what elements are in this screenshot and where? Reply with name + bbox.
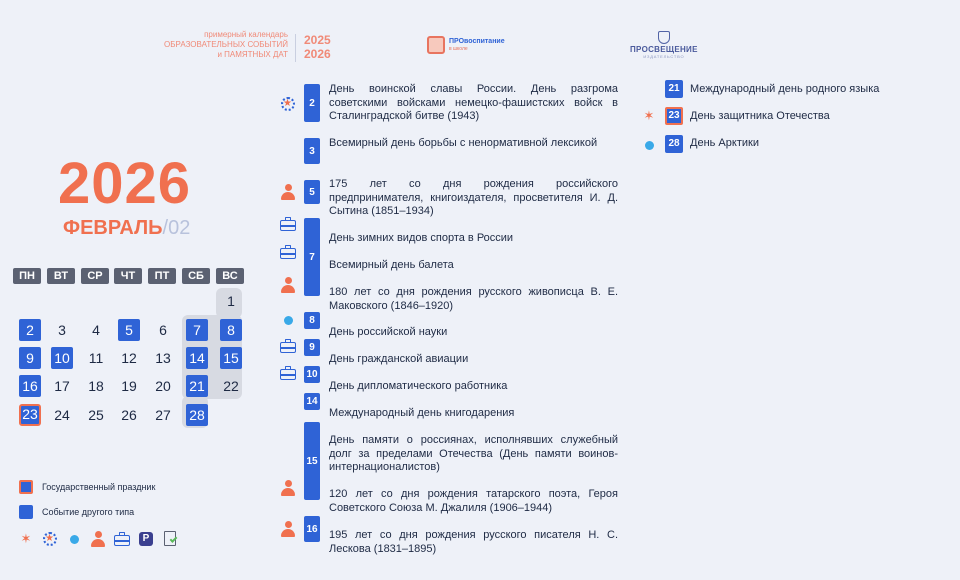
- calendar-month: [63, 217, 190, 240]
- prosveshchenie-logo-subtext: ИЗДАТЕЛЬСТВО: [643, 54, 685, 59]
- year-end: 2026: [304, 47, 331, 61]
- calendar-day-event: 15: [220, 347, 242, 369]
- document-check-icon: [162, 531, 178, 547]
- weekday-fri: ПТ: [148, 268, 176, 284]
- calendar-day: 22: [223, 378, 239, 394]
- event-day-badge: 2: [304, 84, 320, 122]
- calendar-day: 18: [88, 378, 104, 394]
- subtitle-line: ОБРАЗОВАТЕЛЬНЫХ СОБЫТИЙ: [164, 40, 288, 49]
- weekday-tue: ВТ: [47, 268, 75, 284]
- month-name: ФЕВРАЛЬ: [63, 217, 163, 239]
- calendar-day-event: 8: [220, 319, 242, 341]
- calendar-day: 26: [121, 407, 137, 423]
- briefcase-icon: [280, 338, 296, 354]
- other-event-swatch: [19, 505, 33, 519]
- event-text: День дипломатического работника: [329, 380, 508, 392]
- fireworks-icon: ✶: [20, 531, 32, 546]
- pro-logo-subtext: в школе: [449, 46, 468, 52]
- event-text: День воинской славы России. День разгрома советскими войсками немецко-фашистских войск в Сталинградской битве (1943): [329, 83, 618, 122]
- person-icon: [280, 480, 296, 496]
- event-day-badge: 5: [304, 180, 320, 204]
- dot-icon: [66, 531, 82, 547]
- event-text: Всемирный день борьбы с ненормативной лексикой: [329, 137, 598, 149]
- calendar-day-event: 5: [118, 319, 140, 341]
- briefcase-icon: [280, 216, 296, 232]
- event-text: 180 лет со дня рождения русского живописца В. Е. Маковского (1846–1920): [329, 286, 618, 312]
- person-icon: [90, 531, 106, 547]
- header-divider: [295, 34, 296, 62]
- event-day-badge: 16: [304, 516, 320, 542]
- calendar-day-event: 28: [186, 404, 208, 426]
- event-day-badge: 10: [304, 366, 320, 383]
- event-text: Международный день книгодарения: [329, 407, 515, 419]
- ruble-icon: Р: [138, 531, 154, 547]
- month-number: /02: [162, 217, 191, 239]
- legend-state-holiday: [19, 480, 155, 494]
- calendar-day: 4: [92, 322, 100, 338]
- state-holiday-label: Государственный праздник: [42, 482, 156, 492]
- briefcase-icon: [114, 531, 130, 547]
- weekday-thu: ЧТ: [114, 268, 142, 284]
- calendar-subtitle: [140, 30, 288, 60]
- calendar-day-event: 21: [186, 375, 208, 397]
- event-day-badge: 21: [665, 80, 683, 98]
- person-icon: [280, 277, 296, 293]
- event-day-badge-holiday: 23: [665, 107, 683, 125]
- pro-logo-icon: [427, 36, 445, 54]
- year-start: 2025: [304, 33, 331, 47]
- state-holiday-swatch: [19, 480, 33, 494]
- briefcase-icon: [280, 244, 296, 260]
- prosveshchenie-emblem-icon: [658, 31, 670, 44]
- event-text: 120 лет со дня рождения татарского поэта, Героя Советского Союза М. Джалиля (1906–1944): [329, 488, 618, 514]
- wreath-star-icon: ★: [280, 96, 296, 112]
- fireworks-icon: ✶: [643, 108, 655, 123]
- event-text: 195 лет со дня рождения русского писателя Н. С. Лескова (1831–1895): [329, 529, 618, 555]
- event-text: День Арктики: [690, 137, 759, 149]
- legend-other-event: [19, 505, 134, 519]
- weekday-sun: ВС: [216, 268, 244, 284]
- calendar-day-event: 2: [19, 319, 41, 341]
- calendar-day-event: 7: [186, 319, 208, 341]
- event-text: День зимних видов спорта в России: [329, 232, 514, 244]
- calendar-day: 13: [155, 350, 171, 366]
- header-years: [304, 33, 331, 61]
- event-day-badge: 3: [304, 138, 320, 164]
- weekday-mon: ПН: [13, 268, 41, 284]
- prosveshchenie-logo: [630, 31, 698, 59]
- subtitle-line: и ПАМЯТНЫХ ДАТ: [217, 50, 288, 59]
- dot-icon: [280, 312, 296, 328]
- calendar-year: 2026: [58, 151, 192, 216]
- calendar-day: 19: [121, 378, 137, 394]
- event-text: День защитника Отечества: [690, 110, 830, 122]
- wreath-star-icon: ★: [42, 531, 58, 547]
- calendar-day-event: 16: [19, 375, 41, 397]
- event-text: 175 лет со дня рождения российского предпринимателя, книгоиздателя, просветителя И. Д. Сытина (1851–1934): [329, 178, 618, 217]
- calendar-day: 25: [88, 407, 104, 423]
- calendar-day-event: 10: [51, 347, 73, 369]
- calendar-day: 1: [227, 293, 235, 309]
- calendar-day: 17: [54, 378, 70, 394]
- calendar-day: 27: [155, 407, 171, 423]
- calendar-day: 6: [159, 322, 167, 338]
- calendar-day-holiday: 23: [19, 404, 41, 426]
- calendar-day: 11: [88, 350, 104, 366]
- prosveshchenie-logo-text: ПРОСВЕЩЕНИЕ: [630, 45, 698, 54]
- person-icon: [280, 184, 296, 200]
- event-text: Всемирный день балета: [329, 259, 454, 271]
- dot-icon: [641, 137, 657, 153]
- pro-logo-text: ПРОвоспитание: [449, 38, 505, 45]
- pro-vospitanie-logo: [427, 36, 505, 54]
- calendar-day: 12: [121, 350, 137, 366]
- weekday-wed: СР: [81, 268, 109, 284]
- calendar-day-event: 9: [19, 347, 41, 369]
- other-event-label: Событие другого типа: [42, 507, 135, 517]
- event-text: День российской науки: [329, 326, 448, 338]
- event-day-badge: 9: [304, 339, 320, 356]
- event-text: День памяти о россиянах, исполнявших служебный долг за пределами Отечества (День памяти воинов-интернационалистов): [329, 434, 618, 473]
- event-day-badge: 15: [304, 422, 320, 500]
- weekday-sat: СБ: [182, 268, 210, 284]
- event-text: Международный день родного языка: [690, 83, 880, 95]
- person-icon: [280, 521, 296, 537]
- event-day-badge: 8: [304, 312, 320, 329]
- event-day-badge: 7: [304, 218, 320, 296]
- calendar-day: 24: [54, 407, 70, 423]
- subtitle-line: примерный календарь: [204, 30, 288, 39]
- legend-icons: [18, 531, 178, 547]
- event-day-badge: 14: [304, 393, 320, 410]
- calendar-day: 20: [155, 378, 171, 394]
- event-text: День гражданской авиации: [329, 353, 469, 365]
- briefcase-icon: [280, 365, 296, 381]
- calendar-day: 3: [58, 322, 66, 338]
- calendar-day-event: 14: [186, 347, 208, 369]
- event-day-badge: 28: [665, 135, 683, 153]
